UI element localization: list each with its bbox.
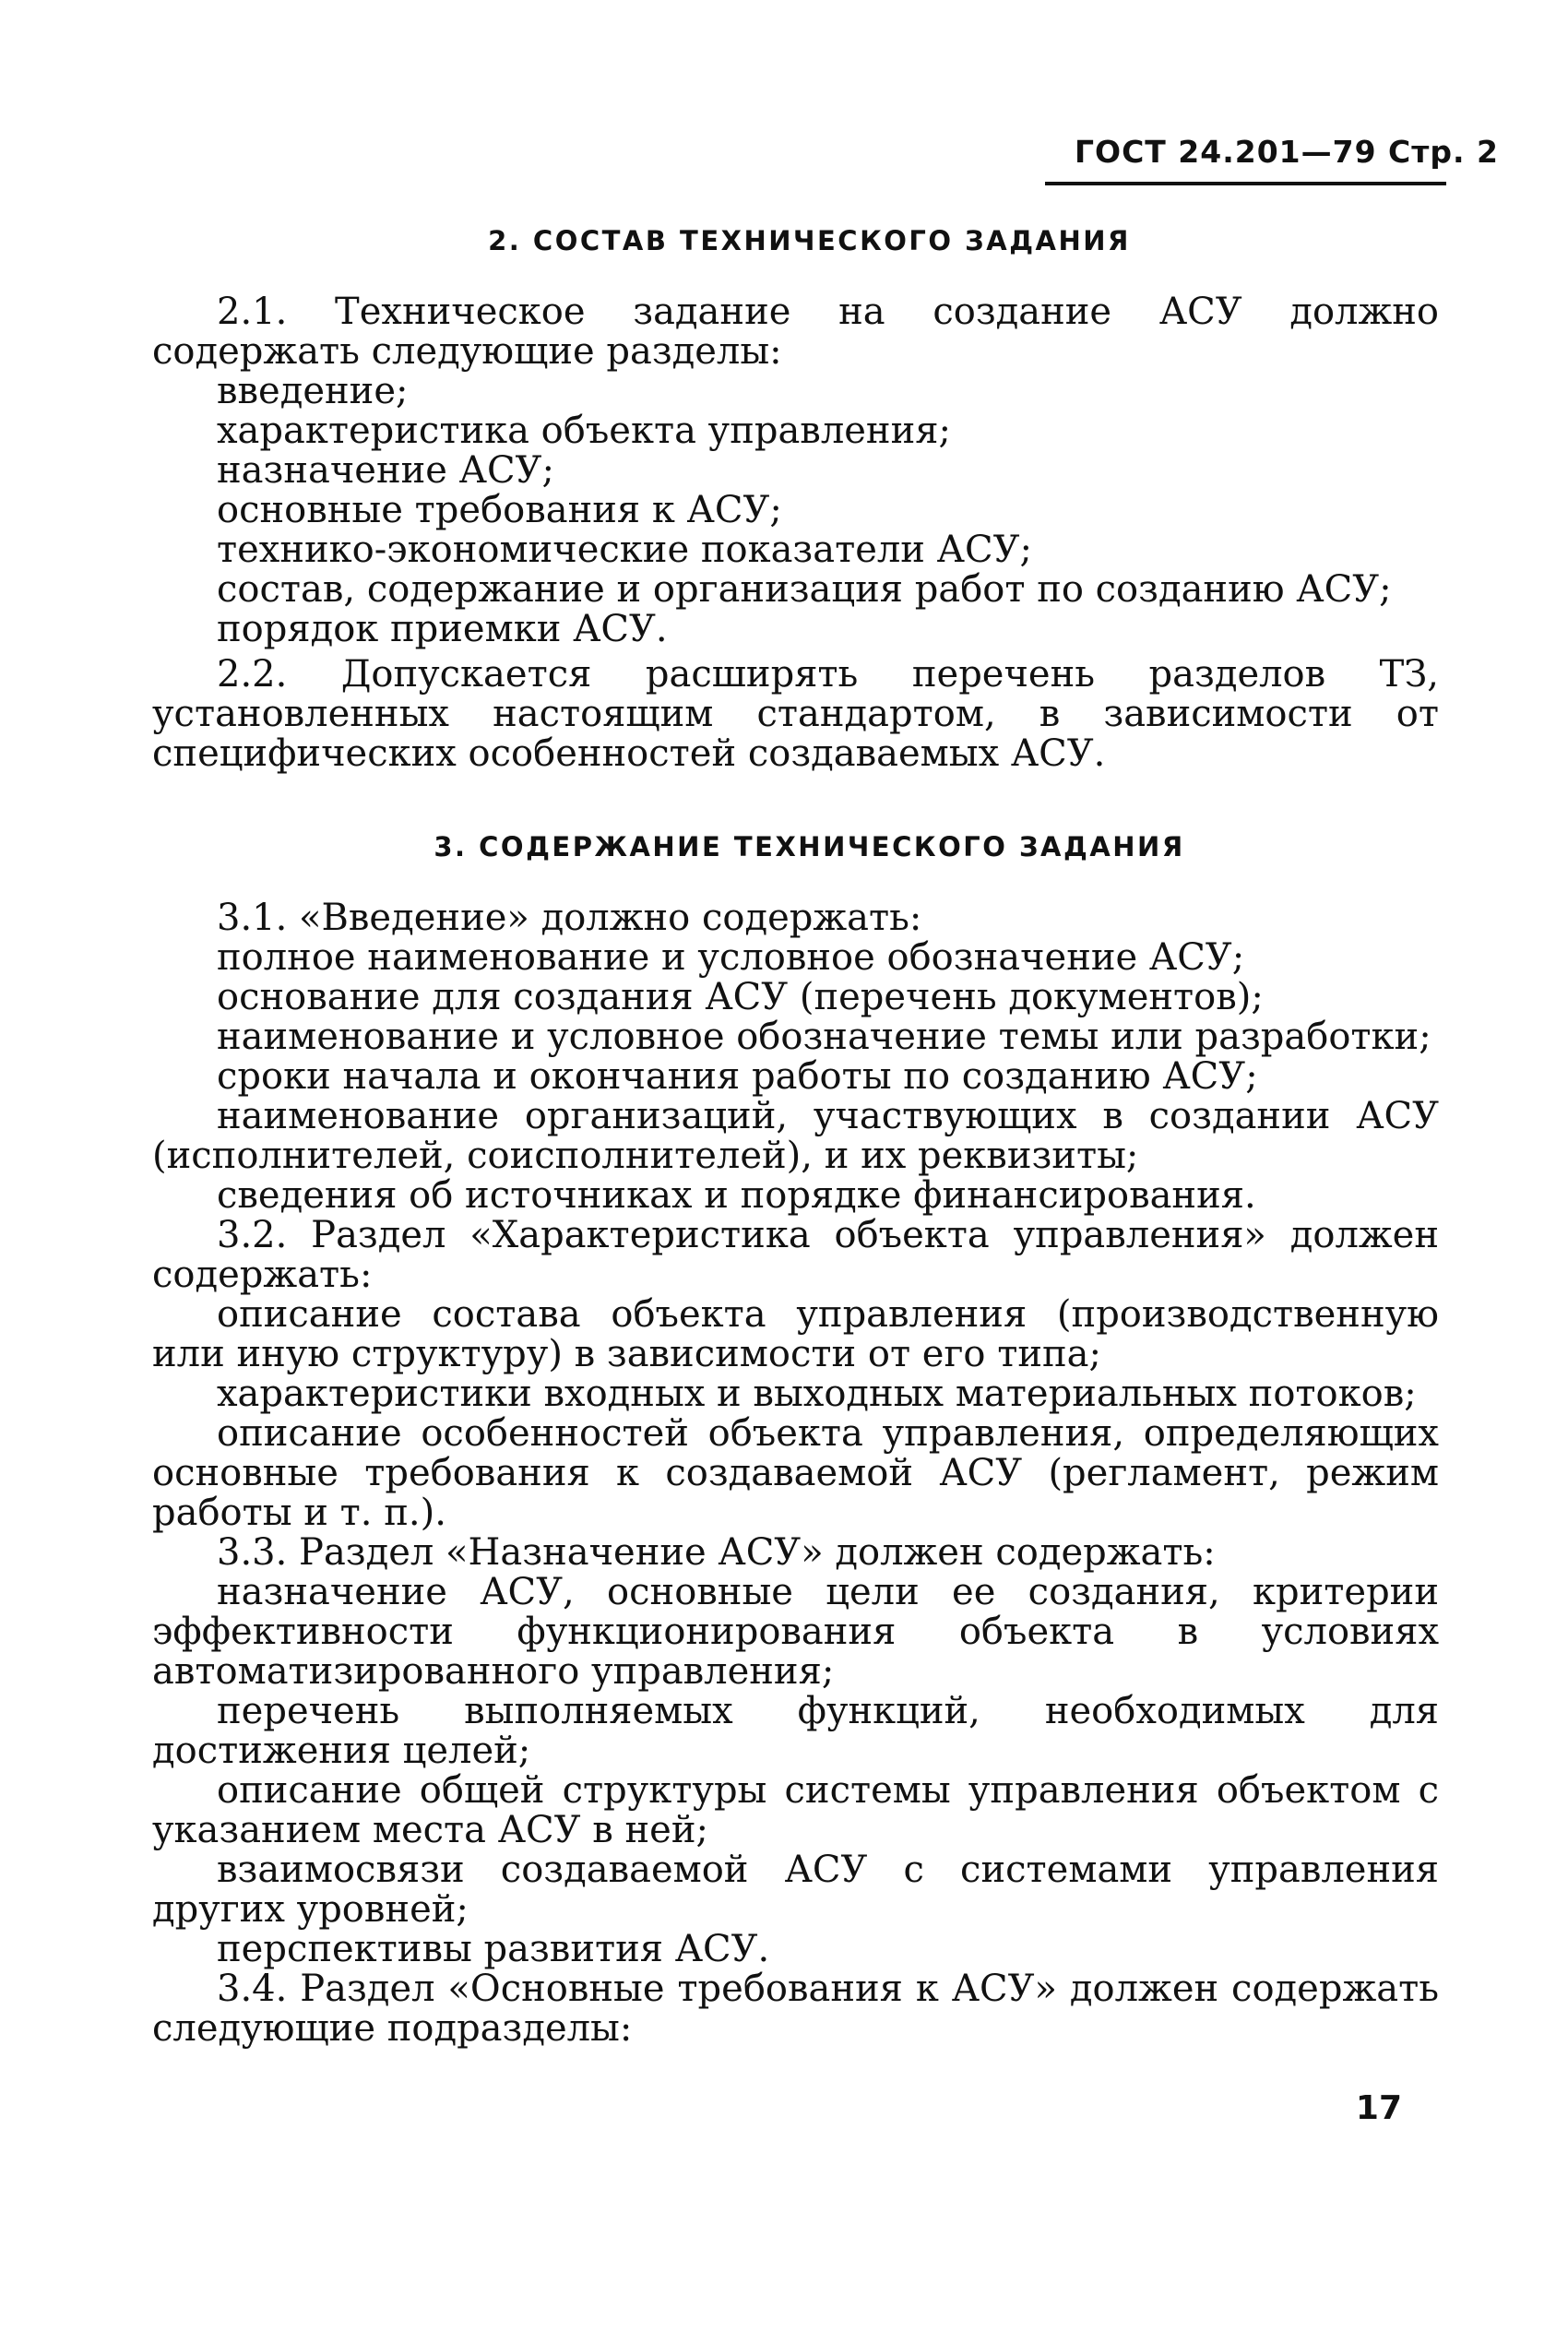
list-item: описание особенностей объекта управления, определяющих основные требования к создаваемой АСУ (регламент, режим работы и т. п.). — [152, 1412, 1439, 1534]
list-item: состав, содержание и организация работ по созданию АСУ; — [217, 568, 1392, 611]
list-item: введение; — [217, 370, 409, 412]
list-item: описание состава объекта управления (производственную или иную структуру) в зависимости от его типа; — [152, 1293, 1439, 1375]
list-item: полное наименование и условное обозначение АСУ; — [217, 936, 1245, 979]
header-rule — [1045, 182, 1446, 185]
list-item: перспективы развития АСУ. — [217, 1928, 770, 1970]
paragraph-3-1: 3.1. «Введение» должно содержать: — [217, 897, 922, 939]
list-item: сроки начала и окончания работы по созданию АСУ; — [217, 1055, 1258, 1098]
list-item: наименование организаций, участвующих в создании АСУ (исполнителей, соисполнителей), и их реквизиты; — [152, 1095, 1439, 1177]
section-3-title: 3. СОДЕРЖАНИЕ ТЕХНИЧЕСКОГО ЗАДАНИЯ — [434, 831, 1185, 862]
page-header: ГОСТ 24.201—79 Стр. 2 — [1075, 134, 1500, 170]
list-item: характеристика объекта управления; — [217, 410, 951, 452]
list-item: основные требования к АСУ; — [217, 489, 782, 531]
list-item: перечень выполняемых функций, необходимых для достижения целей; — [152, 1690, 1439, 1772]
paragraph-2-2: 2.2. Допускается расширять перечень разделов ТЗ, установленных настоящим стандартом, в зависимости от специфических особенностей создаваемых АСУ. — [152, 653, 1439, 775]
document-body — [152, 217, 1439, 2049]
list-item: описание общей структуры системы управления объектом с указанием места АСУ в ней; — [152, 1769, 1439, 1851]
list-item: характеристики входных и выходных материальных потоков; — [217, 1373, 1417, 1415]
list-item: основание для создания АСУ (перечень документов); — [217, 976, 1264, 1018]
section-2-title: 2. СОСТАВ ТЕХНИЧЕСКОГО ЗАДАНИЯ — [488, 225, 1131, 256]
paragraph-3-4: 3.4. Раздел «Основные требования к АСУ» должен содержать следующие подразделы: — [152, 1968, 1439, 2050]
list-item: назначение АСУ; — [217, 449, 554, 492]
list-item: технико-экономические показатели АСУ; — [217, 529, 1032, 571]
list-item: порядок приемки АСУ. — [217, 608, 668, 650]
paragraph-3-3: 3.3. Раздел «Назначение АСУ» должен содержать: — [217, 1531, 1216, 1574]
list-item: взаимосвязи создаваемой АСУ с системами управления других уровней; — [152, 1849, 1439, 1931]
page-number: 17 — [1355, 2089, 1402, 2127]
list-item: наименование и условное обозначение темы или разработки; — [217, 1016, 1431, 1058]
list-item: назначение АСУ, основные цели ее создания, критерии эффективности функционирования объекта в условиях автоматизированного управления; — [152, 1571, 1439, 1693]
paragraph-2-1: 2.1. Техническое задание на создание АСУ должно содержать следующие разделы: — [152, 291, 1439, 373]
list-item: сведения об источниках и порядке финансирования. — [217, 1174, 1256, 1217]
paragraph-3-2: 3.2. Раздел «Характеристика объекта управления» должен содержать: — [152, 1214, 1439, 1296]
